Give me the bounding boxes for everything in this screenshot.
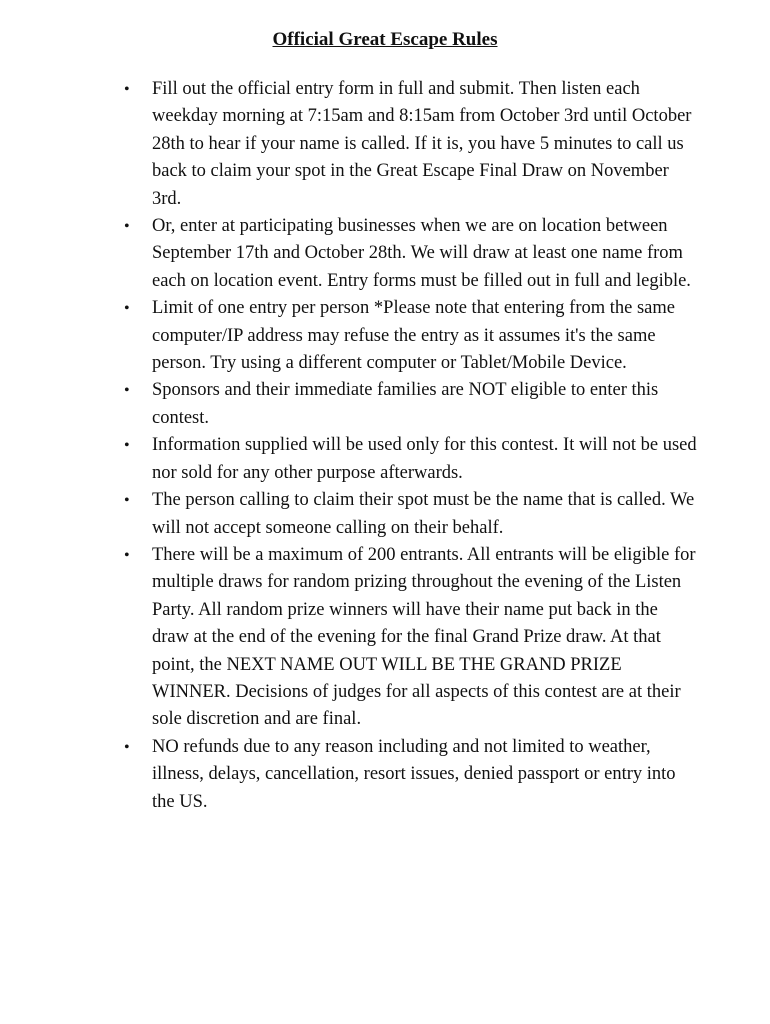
bullet-icon: • (124, 218, 130, 236)
bullet-icon: • (124, 492, 130, 510)
rule-text: Fill out the official entry form in full and submit. Then listen each weekday morning at 7:15am and 8:15am from October 3rd until October 28th to hear if your name is called. If it is, you have 5 minutes to call us back to claim your spot in the Great Escape Final Draw on November 3rd. (152, 79, 692, 209)
rule-text: Limit of one entry per person *Please note that entering from the same computer/IP address may refuse the entry as it assumes it's the same person. Try using a different computer or Tablet/Mobile Device. (152, 298, 675, 374)
bullet-icon: • (124, 300, 130, 318)
rules-list (0, 76, 697, 816)
list-item (0, 76, 697, 213)
list-item (0, 377, 697, 432)
bullet-icon: • (124, 546, 130, 564)
list-item (0, 213, 697, 295)
rule-text: There will be a maximum of 200 entrants. All entrants will be eligible for multiple draws for random prizing throughout the evening of the Listen Party. All random prize winners will have their name put back in the draw at the end of the evening for the final Grand Prize draw. At that point, the NEXT NAME OUT WILL BE THE GRAND PRIZE WINNER. Decisions of judges for all aspects of this contest are at their sole discretion and are final. (152, 544, 696, 730)
list-item (0, 542, 697, 734)
rule-text: NO refunds due to any reason including and not limited to weather, illness, delays, cancellation, resort issues, denied passport or entry into the US. (152, 736, 676, 812)
bullet-icon: • (124, 81, 130, 98)
rule-text: Or, enter at participating businesses when we are on location between September 17th and October 28th. We will draw at least one name from each on location event. Entry forms must be filled out in full and legible. (152, 216, 691, 291)
list-item (0, 295, 697, 377)
bullet-icon: • (124, 437, 130, 455)
document-title: Official Great Escape Rules (272, 29, 498, 50)
list-item (0, 487, 697, 542)
rule-text: The person calling to claim their spot must be the name that is called. We will not accept someone calling on their behalf. (152, 490, 695, 538)
rule-text: Sponsors and their immediate families are NOT eligible to enter this contest. (152, 380, 659, 428)
list-item (0, 432, 697, 487)
list-item (0, 734, 697, 816)
bullet-icon: • (124, 738, 130, 756)
rule-text: Information supplied will be used only for this contest. It will not be used nor sold for any other purpose afterwards. (152, 435, 697, 483)
bullet-icon: • (124, 382, 130, 400)
